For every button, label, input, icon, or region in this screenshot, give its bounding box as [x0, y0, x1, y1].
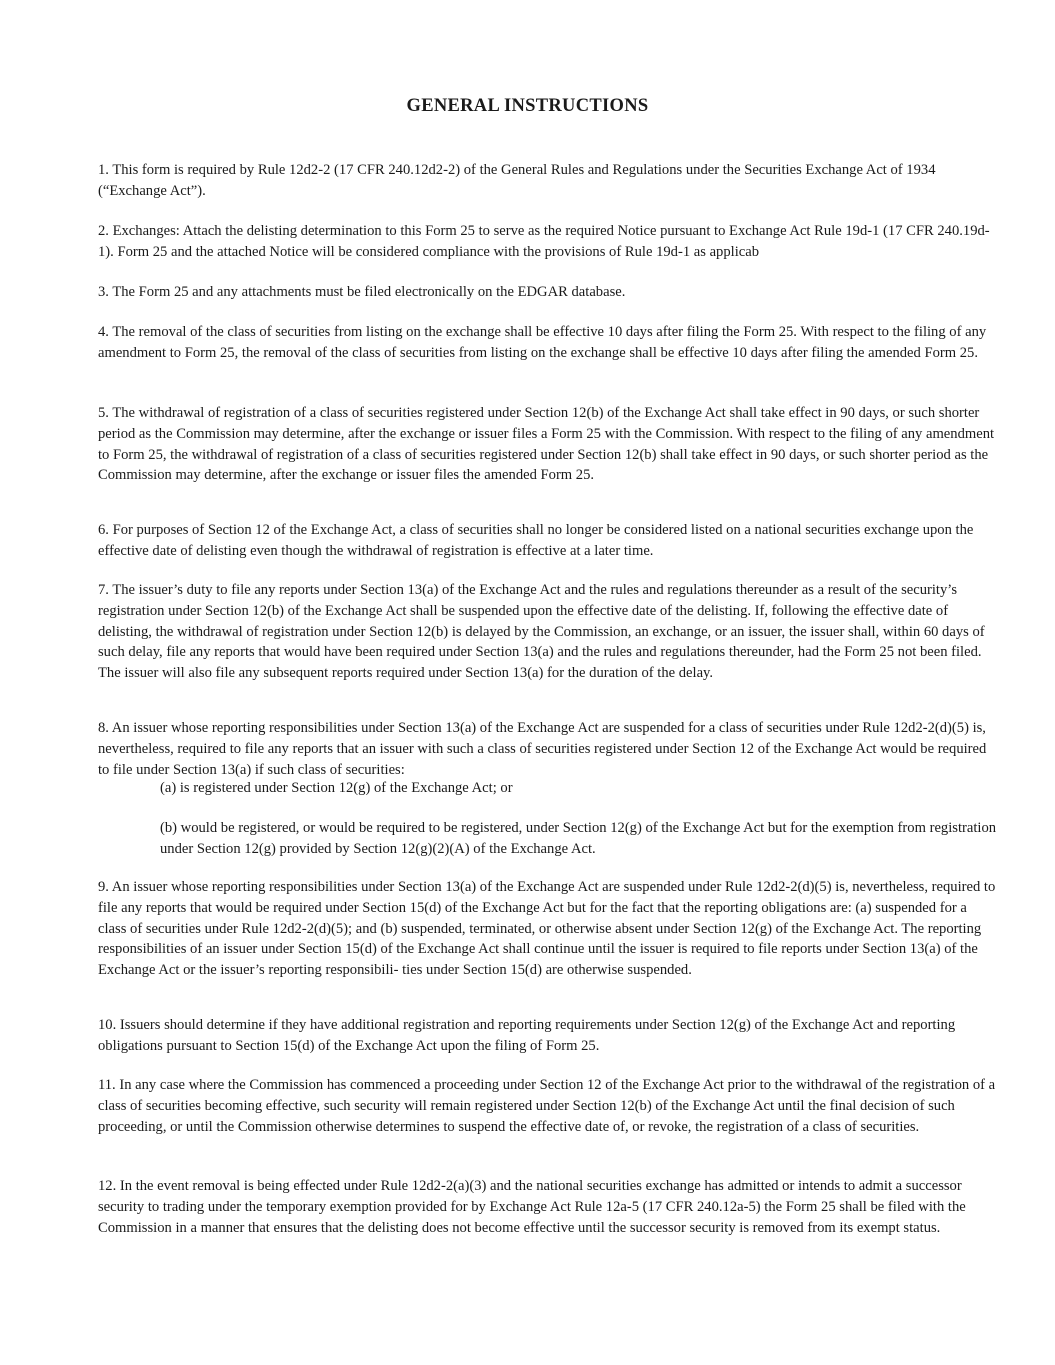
instruction-4: 4. The removal of the class of securities from listing on the exchange shall be effective 10 days after filing the Form 25. With respect to the filing of any amendment to Form 25, the removal of the class of securities from listing on the exchange shall be effective 10 days after filing the amended Form 25. — [98, 324, 987, 361]
instruction-3: 3. The Form 25 and any attachments must be filed electronically on the EDGAR database. — [98, 284, 626, 300]
instruction-8a: (a) is registered under Section 12(g) of the Exchange Act; or — [160, 780, 513, 796]
instruction-7: 7. The issuer’s duty to file any reports under Section 13(a) of the Exchange Act and the rules and regulations thereunder as a result of the security’s registration under Section 12(b) of the Exchange Act shall be suspended upon the effective date of the delisting. If, following the effective date of delisting, the withdrawal of registration under Section 12(b) is delayed by the Commission, an exchange, or an issuer, the issuer shall, within 60 days of such delay, file any reports that would have been required under Section 13(a) and the rules and regulations thereunder, had the Form 25 not been filed. The issuer will also file any subsequent reports required under Section 13(a) for the duration of the delay. — [98, 582, 985, 682]
instruction-9: 9. An issuer whose reporting responsibilities under Section 13(a) of the Exchange Act are suspended under Rule 12d2-2(d)(5) is, nevertheless, required to file any reports that would be required under Section 15(d) of the Exchange Act but for the fact that the reporting obligations are: (a) suspended for a class of securities under Rule 12d2-2(d)(5); and (b) suspended, terminated, or otherwise absent under Section 12(g) of the Exchange Act. The reporting responsibilities of an issuer under Section 15(d) of the Exchange Act shall continue until the issuer is required to file reports under Section 13(a) of the Exchange Act or the issuer’s reporting responsibili- ties under Section 15(d) are otherwise suspended. — [98, 879, 996, 979]
instruction-8b: (b) would be registered, or would be required to be registered, under Section 12(g) of the Exchange Act but for the exemption from registration under Section 12(g) provided by Section 12(g)(2)(A) of the Exchange Act. — [160, 820, 997, 857]
instruction-1: 1. This form is required by Rule 12d2-2 (17 CFR 240.12d2-2) of the General Rules and Regulations under the Securities Exchange Act of 1934 (“Exchange Act”). — [98, 162, 936, 199]
instruction-10: 10. Issuers should determine if they have additional registration and reporting requirements under Section 12(g) of the Exchange Act and reporting obligations pursuant to Section 15(d) of the Exchange Act upon the filing of Form 25. — [98, 1017, 956, 1054]
instruction-2: 2. Exchanges: Attach the delisting determination to this Form 25 to serve as the required Notice pursuant to Exchange Act Rule 19d-1 (17 CFR 240.19d-1). Form 25 and the attached Notice will be considered compliance with the provisions of Rule 19d-1 as applicab — [98, 223, 990, 260]
instruction-12: 12. In the event removal is being effected under Rule 12d2-2(a)(3) and the national securities exchange has admitted or intends to admit a successor security to trading under the temporary exemption provided for by Exchange Act Rule 12a-5 (17 CFR 240.12a-5) the Form 25 shall be filed with the Commission in a manner that ensures that the delisting does not become effective until the successor security is removed from its exempt status. — [98, 1178, 966, 1236]
instruction-6: 6. For purposes of Section 12 of the Exchange Act, a class of securities shall no longer be considered listed on a national securities exchange upon the effective date of delisting even though the withdrawal of registration is effective at a later time. — [98, 522, 974, 559]
instruction-8: 8. An issuer whose reporting responsibilities under Section 13(a) of the Exchange Act are suspended for a class of securities under Rule 12d2-2(d)(5) is, nevertheless, required to file any reports that an issuer with such a class of securities registered under Section 12 of the Exchange Act would be required to file under Section 13(a) if such class of securities: — [98, 720, 987, 778]
instruction-11: 11. In any case where the Commission has commenced a proceeding under Section 12 of the Exchange Act prior to the withdrawal of the registration of a class of securities becoming effective, such security will remain registered under Section 12(b) of the Exchange Act until the final decision of such proceeding, or until the Commission otherwise determines to suspend the effective date of, or revoke, the registration of a class of securities. — [98, 1077, 996, 1135]
page-title: GENERAL INSTRUCTIONS — [406, 96, 649, 116]
instruction-5: 5. The withdrawal of registration of a class of securities registered under Section 12(b) of the Exchange Act shall take effect in 90 days, or such shorter period as the Commission may determine, after the exchange or issuer files a Form 25 with the Commission. With respect to the filing of any amendment to Form 25, the withdrawal of registration of a class of securities registered under Section 12(b) shall take effect in 90 days, or such shorter period as the Commission may determine, after the exchange or issuer files the amended Form 25. — [98, 405, 995, 484]
